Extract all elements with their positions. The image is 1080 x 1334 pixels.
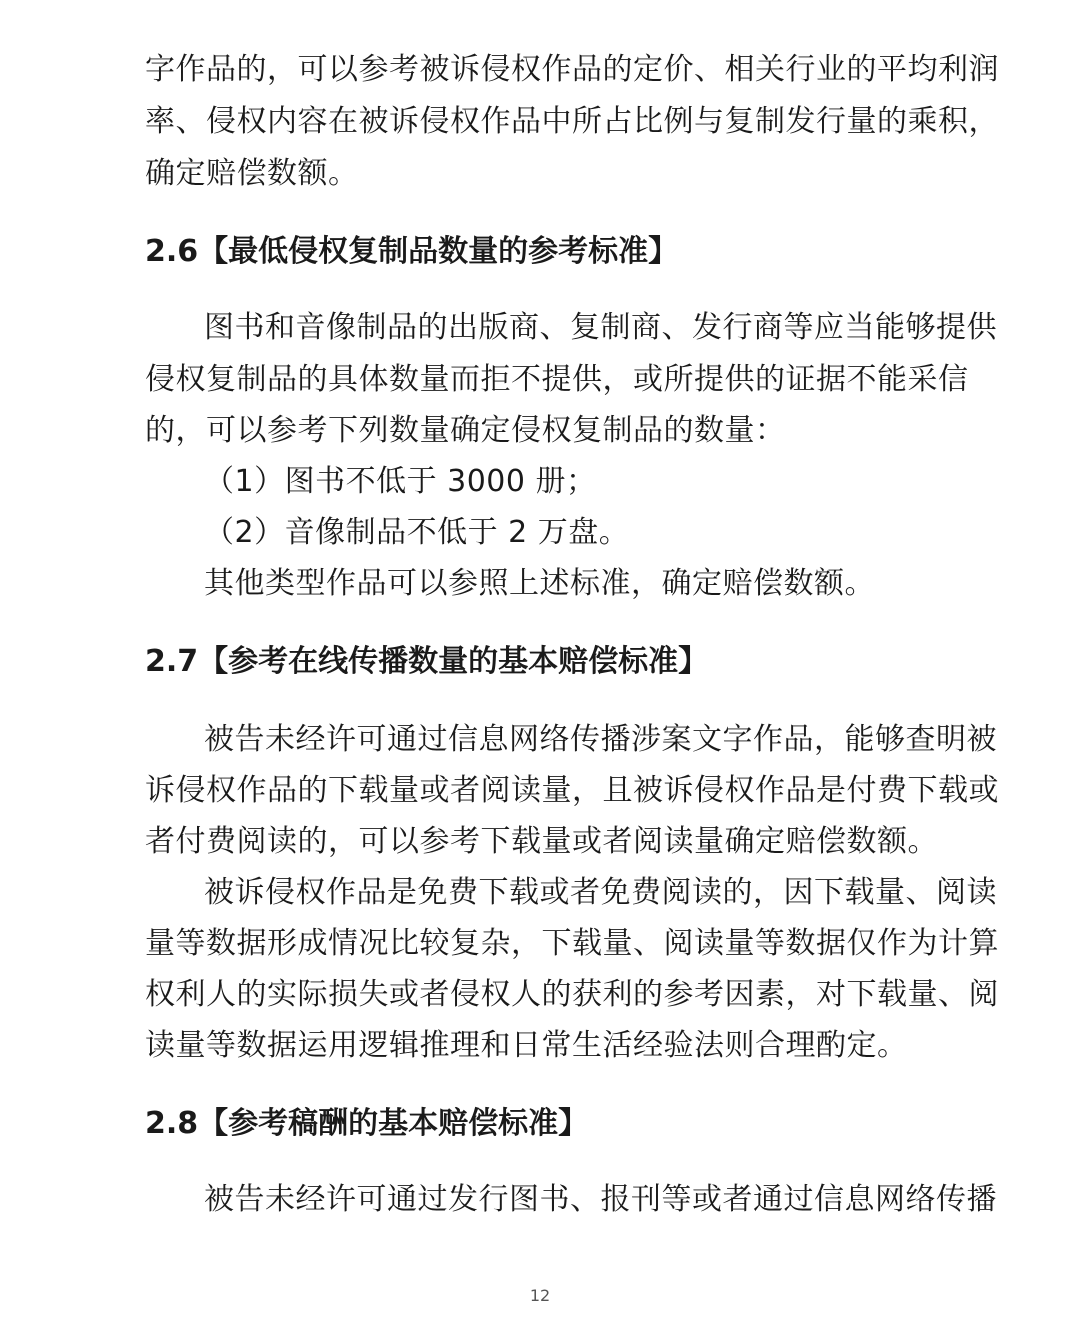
section-heading-2-7: 2.7【参考在线传播数量的基本赔偿标准】: [145, 644, 709, 679]
paragraph-line: 率、侵权内容在被诉侵权作品中所占比例与复制发行量的乘积，: [145, 104, 999, 139]
paragraph-line: 量等数据形成情况比较复杂，下载量、阅读量等数据仅作为计算: [145, 926, 999, 961]
list-item: （1）图书不低于 3000 册；: [204, 464, 597, 499]
paragraph-line: 的，可以参考下列数量确定侵权复制品的数量：: [145, 413, 786, 448]
paragraph-line: 其他类型作品可以参照上述标准，确定赔偿数额。: [204, 566, 875, 601]
list-item: （2）音像制品不低于 2 万盘。: [204, 515, 630, 550]
paragraph-line: 被诉侵权作品是免费下载或者免费阅读的，因下载量、阅读: [204, 875, 997, 910]
section-heading-2-8: 2.8【参考稿酬的基本赔偿标准】: [145, 1106, 589, 1141]
section-heading-2-6: 2.6【最低侵权复制品数量的参考标准】: [145, 234, 679, 269]
paragraph-line: 确定赔偿数额。: [145, 156, 359, 191]
paragraph-line: 诉侵权作品的下载量或者阅读量，且被诉侵权作品是付费下载或: [145, 773, 999, 808]
page-number: 12: [529, 1286, 551, 1305]
paragraph-line: 读量等数据运用逻辑推理和日常生活经验法则合理酌定。: [145, 1028, 908, 1063]
paragraph-line: 被告未经许可通过信息网络传播涉案文字作品，能够查明被: [204, 722, 997, 757]
paragraph-line: 权利人的实际损失或者侵权人的获利的参考因素，对下载量、阅: [145, 977, 999, 1012]
paragraph-line: 者付费阅读的，可以参考下载量或者阅读量确定赔偿数额。: [145, 824, 938, 859]
paragraph-line: 图书和音像制品的出版商、复制商、发行商等应当能够提供: [204, 310, 997, 345]
paragraph-line: 字作品的，可以参考被诉侵权作品的定价、相关行业的平均利润: [145, 52, 999, 87]
paragraph-line: 侵权复制品的具体数量而拒不提供，或所提供的证据不能采信: [145, 362, 969, 397]
paragraph-line: 被告未经许可通过发行图书、报刊等或者通过信息网络传播: [204, 1182, 997, 1217]
